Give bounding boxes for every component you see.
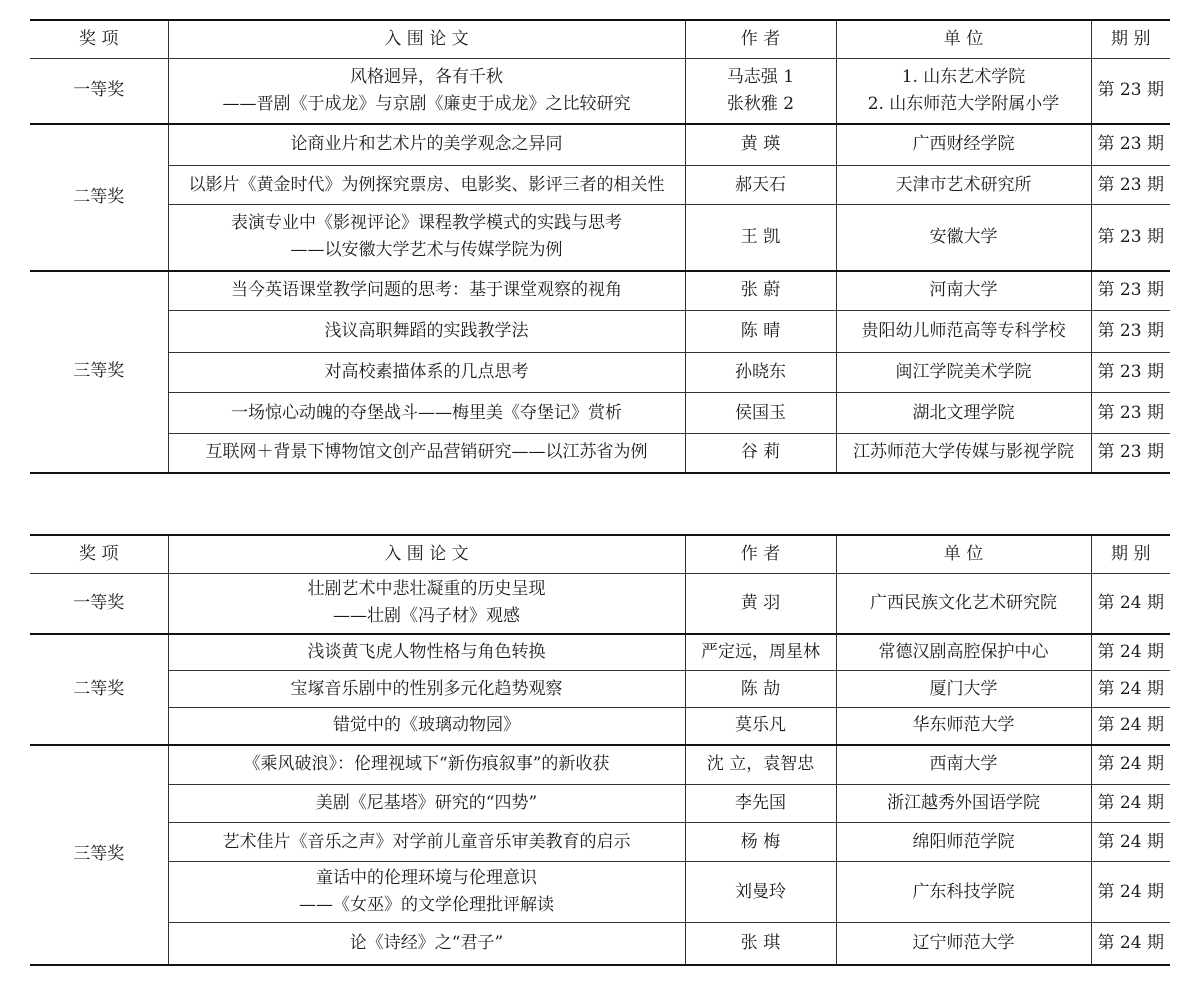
author: 孙晓东 bbox=[685, 353, 836, 393]
table-row bbox=[30, 166, 1170, 205]
unit: 广东科技学院 bbox=[836, 862, 1091, 923]
issue: 第 24 期 bbox=[1091, 671, 1170, 708]
unit: 常德汉剧高腔保护中心 bbox=[836, 634, 1091, 671]
unit: 贵阳幼儿师范高等专科学校 bbox=[836, 311, 1091, 353]
unit: 安徽大学 bbox=[836, 205, 1091, 271]
header-award: 奖 项 bbox=[30, 20, 168, 59]
header-paper: 入 围 论 文 bbox=[168, 20, 685, 59]
author: 严定远，周星林 bbox=[685, 634, 836, 671]
paper-title: 一场惊心动魄的夺堡战斗——梅里美《夺堡记》赏析 bbox=[168, 393, 685, 434]
issue: 第 24 期 bbox=[1091, 634, 1170, 671]
paper-title: 美剧《尼基塔》研究的“四势” bbox=[168, 785, 685, 823]
unit: 厦门大学 bbox=[836, 671, 1091, 708]
header-issue: 期 别 bbox=[1091, 535, 1170, 574]
issue: 第 24 期 bbox=[1091, 574, 1170, 634]
award-label: 二等奖 bbox=[30, 634, 168, 745]
unit: 浙江越秀外国语学院 bbox=[836, 785, 1091, 823]
issue: 第 24 期 bbox=[1091, 785, 1170, 823]
paper-title: 壮剧艺术中悲壮凝重的历史呈现 ——壮剧《冯子材》观感 bbox=[168, 574, 685, 634]
author: 刘曼玲 bbox=[685, 862, 836, 923]
header-award: 奖 项 bbox=[30, 535, 168, 574]
paper-title: 当今英语课堂教学问题的思考：基于课堂观察的视角 bbox=[168, 271, 685, 311]
table-row bbox=[30, 823, 1170, 862]
paper-title: 艺术佳片《音乐之声》对学前儿童音乐审美教育的启示 bbox=[168, 823, 685, 862]
issue: 第 23 期 bbox=[1091, 393, 1170, 434]
table-row bbox=[30, 574, 1170, 634]
award-table-issue-23 bbox=[30, 19, 1170, 474]
issue: 第 23 期 bbox=[1091, 205, 1170, 271]
paper-title: 对高校素描体系的几点思考 bbox=[168, 353, 685, 393]
issue: 第 24 期 bbox=[1091, 745, 1170, 785]
award-label: 一等奖 bbox=[30, 574, 168, 634]
author: 黄 瑛 bbox=[685, 124, 836, 166]
author: 马志强 1 张秋雅 2 bbox=[685, 59, 836, 124]
author: 王 凯 bbox=[685, 205, 836, 271]
author: 侯国玉 bbox=[685, 393, 836, 434]
header-unit: 单 位 bbox=[836, 535, 1091, 574]
author: 沈 立，袁智忠 bbox=[685, 745, 836, 785]
award-label: 三等奖 bbox=[30, 745, 168, 965]
unit: 江苏师范大学传媒与影视学院 bbox=[836, 434, 1091, 473]
table-row bbox=[30, 205, 1170, 271]
author: 谷 莉 bbox=[685, 434, 836, 473]
author: 黄 羽 bbox=[685, 574, 836, 634]
author: 杨 梅 bbox=[685, 823, 836, 862]
table-row bbox=[30, 785, 1170, 823]
issue: 第 24 期 bbox=[1091, 708, 1170, 745]
table-row bbox=[30, 271, 1170, 311]
unit: 广西财经学院 bbox=[836, 124, 1091, 166]
award-label: 二等奖 bbox=[30, 124, 168, 271]
paper-title: 错觉中的《玻璃动物园》 bbox=[168, 708, 685, 745]
header-paper: 入 围 论 文 bbox=[168, 535, 685, 574]
table-row bbox=[30, 862, 1170, 923]
header-author: 作 者 bbox=[685, 20, 836, 59]
issue: 第 23 期 bbox=[1091, 166, 1170, 205]
paper-title: 论《诗经》之“君子” bbox=[168, 923, 685, 965]
table-row bbox=[30, 311, 1170, 353]
author: 陈 劼 bbox=[685, 671, 836, 708]
issue: 第 24 期 bbox=[1091, 862, 1170, 923]
table-row bbox=[30, 745, 1170, 785]
unit: 1. 山东艺术学院 2. 山东师范大学附属小学 bbox=[836, 59, 1091, 124]
paper-title: 童话中的伦理环境与伦理意识 ——《女巫》的文学伦理批评解读 bbox=[168, 862, 685, 923]
table-row bbox=[30, 393, 1170, 434]
table-row bbox=[30, 434, 1170, 473]
award-table-issue-24 bbox=[30, 534, 1170, 966]
table-row bbox=[30, 634, 1170, 671]
header-author: 作 者 bbox=[685, 535, 836, 574]
paper-title: 浅议高职舞蹈的实践教学法 bbox=[168, 311, 685, 353]
unit: 闽江学院美术学院 bbox=[836, 353, 1091, 393]
unit: 天津市艺术研究所 bbox=[836, 166, 1091, 205]
paper-title: 论商业片和艺术片的美学观念之异同 bbox=[168, 124, 685, 166]
issue: 第 24 期 bbox=[1091, 923, 1170, 965]
author: 李先国 bbox=[685, 785, 836, 823]
header-issue: 期 别 bbox=[1091, 20, 1170, 59]
header-row bbox=[30, 535, 1170, 574]
unit: 河南大学 bbox=[836, 271, 1091, 311]
unit: 广西民族文化艺术研究院 bbox=[836, 574, 1091, 634]
award-label: 三等奖 bbox=[30, 271, 168, 473]
issue: 第 23 期 bbox=[1091, 434, 1170, 473]
unit: 华东师范大学 bbox=[836, 708, 1091, 745]
header-row bbox=[30, 20, 1170, 59]
paper-title: 宝塚音乐剧中的性别多元化趋势观察 bbox=[168, 671, 685, 708]
unit: 湖北文理学院 bbox=[836, 393, 1091, 434]
author: 张 蔚 bbox=[685, 271, 836, 311]
issue: 第 23 期 bbox=[1091, 311, 1170, 353]
paper-title: 浅谈黄飞虎人物性格与角色转换 bbox=[168, 634, 685, 671]
author: 莫乐凡 bbox=[685, 708, 836, 745]
paper-title: 风格迥异，各有千秋 ——晋剧《于成龙》与京剧《廉吏于成龙》之比较研究 bbox=[168, 59, 685, 124]
issue: 第 23 期 bbox=[1091, 59, 1170, 124]
paper-title: 以影片《黄金时代》为例探究票房、电影奖、影评三者的相关性 bbox=[168, 166, 685, 205]
table-row bbox=[30, 124, 1170, 166]
unit: 绵阳师范学院 bbox=[836, 823, 1091, 862]
author: 郝天石 bbox=[685, 166, 836, 205]
paper-title: 互联网＋背景下博物馆文创产品营销研究——以江苏省为例 bbox=[168, 434, 685, 473]
table-row bbox=[30, 708, 1170, 745]
issue: 第 23 期 bbox=[1091, 353, 1170, 393]
paper-title: 表演专业中《影视评论》课程教学模式的实践与思考 ——以安徽大学艺术与传媒学院为例 bbox=[168, 205, 685, 271]
author: 陈 晴 bbox=[685, 311, 836, 353]
header-unit: 单 位 bbox=[836, 20, 1091, 59]
table-row bbox=[30, 923, 1170, 965]
table-row bbox=[30, 59, 1170, 124]
unit: 辽宁师范大学 bbox=[836, 923, 1091, 965]
author: 张 琪 bbox=[685, 923, 836, 965]
unit: 西南大学 bbox=[836, 745, 1091, 785]
paper-title: 《乘风破浪》：伦理视域下“新伤痕叙事”的新收获 bbox=[168, 745, 685, 785]
issue: 第 23 期 bbox=[1091, 271, 1170, 311]
table-row bbox=[30, 671, 1170, 708]
award-label: 一等奖 bbox=[30, 59, 168, 124]
issue: 第 23 期 bbox=[1091, 124, 1170, 166]
issue: 第 24 期 bbox=[1091, 823, 1170, 862]
table-row bbox=[30, 353, 1170, 393]
